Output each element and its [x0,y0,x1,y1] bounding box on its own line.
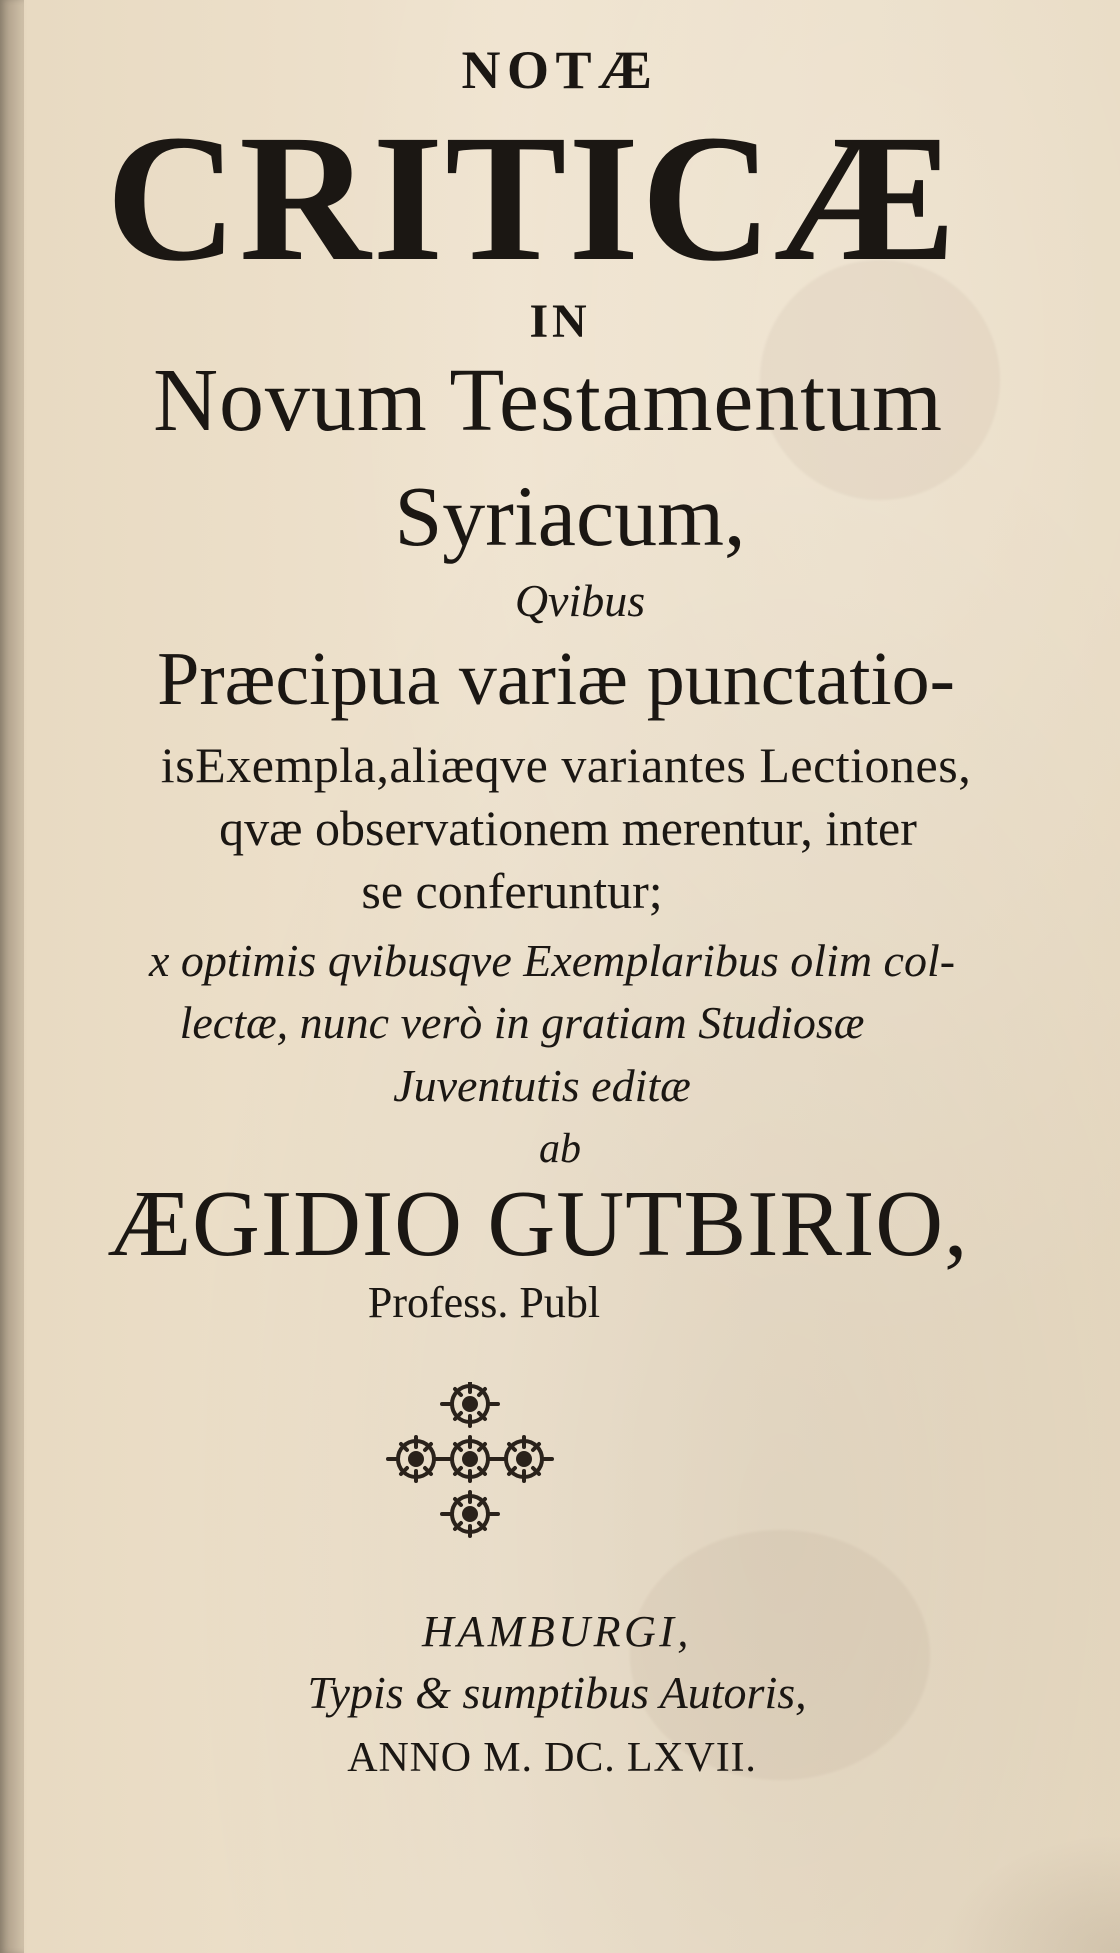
title-line-4: Novum Testamentum [153,351,943,450]
imprint-city: HAMBURGI, [422,1607,692,1656]
body-line-3: qvæ observationem merentur, inter [219,800,917,856]
italic-line-4: ab [539,1126,581,1172]
body-line-1: Præcipua variæ punctatio- [157,637,955,721]
printer-ornament-flowers [380,1382,560,1552]
author-name: ÆGIDIO GUTBIRIO, [107,1172,969,1276]
italic-line-3: Juventutis editæ [393,1060,691,1111]
imprint-year: ANNO M. DC. LXVII. [347,1735,757,1781]
subtitle-qvibus: Qvibus [514,575,646,626]
imprint-printer: Typis & sumptibus Autoris, [307,1667,807,1718]
page-corner-shadow [940,1833,1120,1953]
author-title: Profess. Publ [367,1278,601,1327]
title-line-3: IN [529,295,591,348]
title-line-2: CRITICÆ [105,98,959,299]
title-line-5: Syriacum, [394,468,746,564]
italic-line-2: lectæ, nunc verò in gratiam Studiosæ [179,997,865,1048]
title-line-1: NOTÆ [461,40,659,100]
italic-line-1: x optimis qvibusqve Exemplaribus olim col- [148,935,956,986]
body-line-4: se conferuntur; [361,863,663,919]
body-line-2: isExempla,aliæqve variantes Lectiones, [160,737,972,793]
